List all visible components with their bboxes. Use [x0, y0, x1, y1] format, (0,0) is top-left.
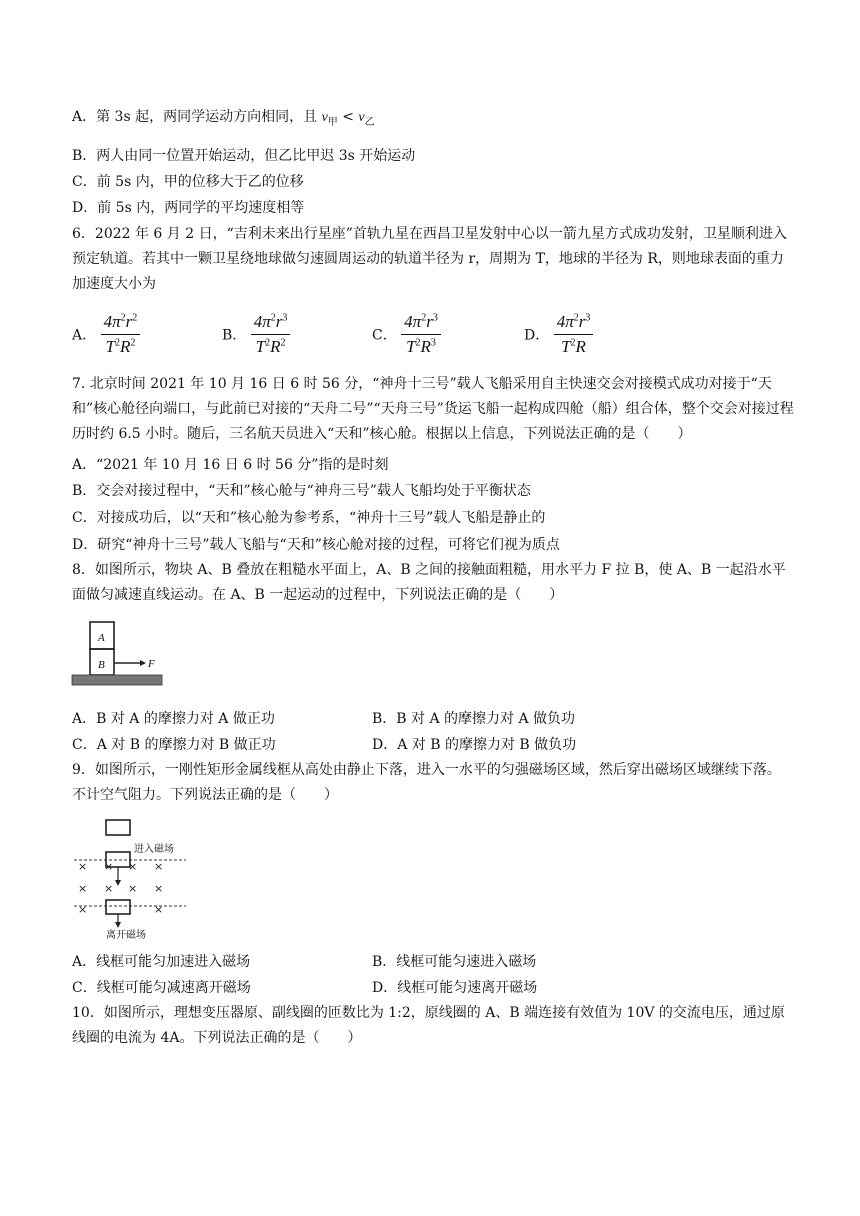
q7-stem: 7. 北京时间 2021 年 10 月 16 日 6 时 56 分，“神舟十三号”载人飞船采用自主快速交会对接模式成功对接于“天和”核心舱径向端口，与此前已对接的“天舟二号”“天舟三号”货运飞船一起构成四舱（船）组合体，整个交会对接过程历时约 6.5 小时。随后，三名航天员进入“天和”核心舱。根据以上信息，下列说法正确的是（ ）	[72, 376, 794, 442]
q9-frame-leaving	[106, 900, 130, 914]
q8-label-b: B	[98, 659, 105, 671]
svg-text:×: ×	[154, 860, 164, 873]
q7-option-d: D．研究“神舟十三号”载人飞船与“天和”核心舱对接的过程，可将它们视为质点	[72, 537, 560, 553]
q5-option-b: B．两人由同一位置开始运动，但乙比甲迟 3s 开始运动	[72, 148, 416, 164]
q8-blocks-figure	[70, 620, 170, 692]
q9-fall-arrowhead-2	[115, 922, 121, 928]
q6-formula-d: $\frac{4\pi^2r^3}{T^2R}$	[554, 312, 594, 357]
q8-label-f: F	[148, 658, 155, 670]
svg-text:×: ×	[78, 882, 88, 895]
q8-force-arrowhead	[140, 660, 146, 666]
q5-v-subscript-1: 甲	[327, 116, 338, 128]
q7-option-a: A．“2021 年 10 月 16 日 6 时 56 分”指的是时刻	[72, 457, 389, 473]
svg-text:×: ×	[128, 860, 138, 873]
q10-stem: 10．如图所示，理想变压器原、副线圈的匝数比为 1:2，原线圈的 A、B 端连接有效值为 10V 的交流电压，通过原线圈的电流为 4A。下列说法正确的是（ ）	[72, 1005, 785, 1046]
q9-frame-top	[106, 820, 130, 835]
q9-stem: 9．如图所示，一刚性矩形金属线框从高处由静止下落，进入一水平的匀强磁场区域，然后穿出磁场区域继续下落。不计空气阻力。下列说法正确的是（ ）	[72, 762, 781, 803]
q7-option-b: B．交会对接过程中，“天和”核心舱与“神舟三号”载人飞船均处于平衡状态	[72, 483, 531, 499]
q9-fall-arrowhead-1	[115, 880, 121, 886]
q9-option-b: B．线框可能匀速进入磁场	[372, 954, 537, 970]
svg-text:×: ×	[154, 903, 164, 916]
q6-formula-a: $\frac{4\pi^2r^2}{T^2R^2}$	[101, 312, 141, 357]
q6-option-d	[524, 312, 593, 357]
q7-option-c: C．对接成功后，以“天和”核心舱为参考系，“神舟十三号”载人飞船是静止的	[72, 510, 546, 526]
q6-option-b-label: B．	[222, 327, 247, 344]
q8-ground	[72, 675, 162, 685]
q5-less-than: <	[337, 109, 359, 125]
q5-v-symbol-2: v	[358, 110, 365, 125]
q6-stem: 6．2022 年 6 月 2 日，“吉利未来出行星座”首轨九星在西昌卫星发射中心以一箭九星方式成功发射，卫星顺利进入预定轨道。若其中一颗卫星绕地球做匀速圆周运动的轨道半径为 r，周期为 T，地球的半径为 R，则地球表面的重力加速度大小为	[72, 226, 787, 292]
q5-option-d: D．前 5s 内，两同学的平均速度相等	[72, 200, 305, 216]
q6-option-a	[72, 312, 140, 357]
svg-text:×: ×	[78, 903, 88, 916]
q5-v-subscript-2: 乙	[364, 116, 375, 128]
q5-option-a-prefix: A．第 3s 起，两同学运动方向相同，且	[72, 109, 322, 125]
q8-option-d: D．A 对 B 的摩擦力对 B 做负功	[372, 737, 577, 753]
q8-option-c: C．A 对 B 的摩擦力对 B 做正功	[72, 737, 276, 753]
q8-option-a: A．B 对 A 的摩擦力对 A 做正功	[72, 711, 275, 727]
q8-label-a: A	[98, 632, 105, 644]
q9-label-enter: 进入磁场	[134, 844, 174, 855]
svg-text:×: ×	[128, 882, 138, 895]
q6-formula-b: $\frac{4\pi^2r^3}{T^2R^2}$	[251, 312, 291, 357]
q9-option-d: D．线框可能匀速离开磁场	[372, 980, 538, 996]
q9-option-c: C．线框可能匀减速离开磁场	[72, 980, 251, 996]
q6-option-c-label: C．	[372, 327, 397, 344]
svg-text:×: ×	[104, 860, 114, 873]
q9-option-a: A．线框可能匀加速进入磁场	[72, 954, 251, 970]
q9-label-leave: 离开磁场	[106, 930, 146, 940]
q5-option-c: C．前 5s 内，甲的位移大于乙的位移	[72, 174, 304, 190]
q8-option-b: B．B 对 A 的摩擦力对 A 做负功	[372, 711, 576, 727]
q6-formula-c: $\frac{4\pi^2r^3}{T^2R^3}$	[401, 312, 441, 357]
q8-stem: 8．如图所示，物块 A、B 叠放在粗糙水平面上，A、B 之间的接触面粗糙，用水平力 F 拉 B，使 A、B 一起沿水平面做匀减速直线运动。在 A、B 一起运动的过程中，下列说法正确的是（ ）	[72, 562, 786, 603]
q5-option-a	[72, 107, 375, 133]
q6-option-b	[222, 312, 290, 357]
svg-text:×: ×	[154, 882, 164, 895]
q6-option-a-label: A．	[72, 327, 97, 344]
svg-text:×: ×	[78, 860, 88, 873]
svg-text:×: ×	[104, 882, 114, 895]
q6-option-d-label: D．	[524, 327, 550, 344]
q9-magnetic-field-figure	[70, 814, 200, 940]
q9-field-crosses	[78, 860, 163, 916]
q5-v-symbol-1: v	[321, 110, 328, 125]
q6-option-c	[372, 312, 441, 357]
